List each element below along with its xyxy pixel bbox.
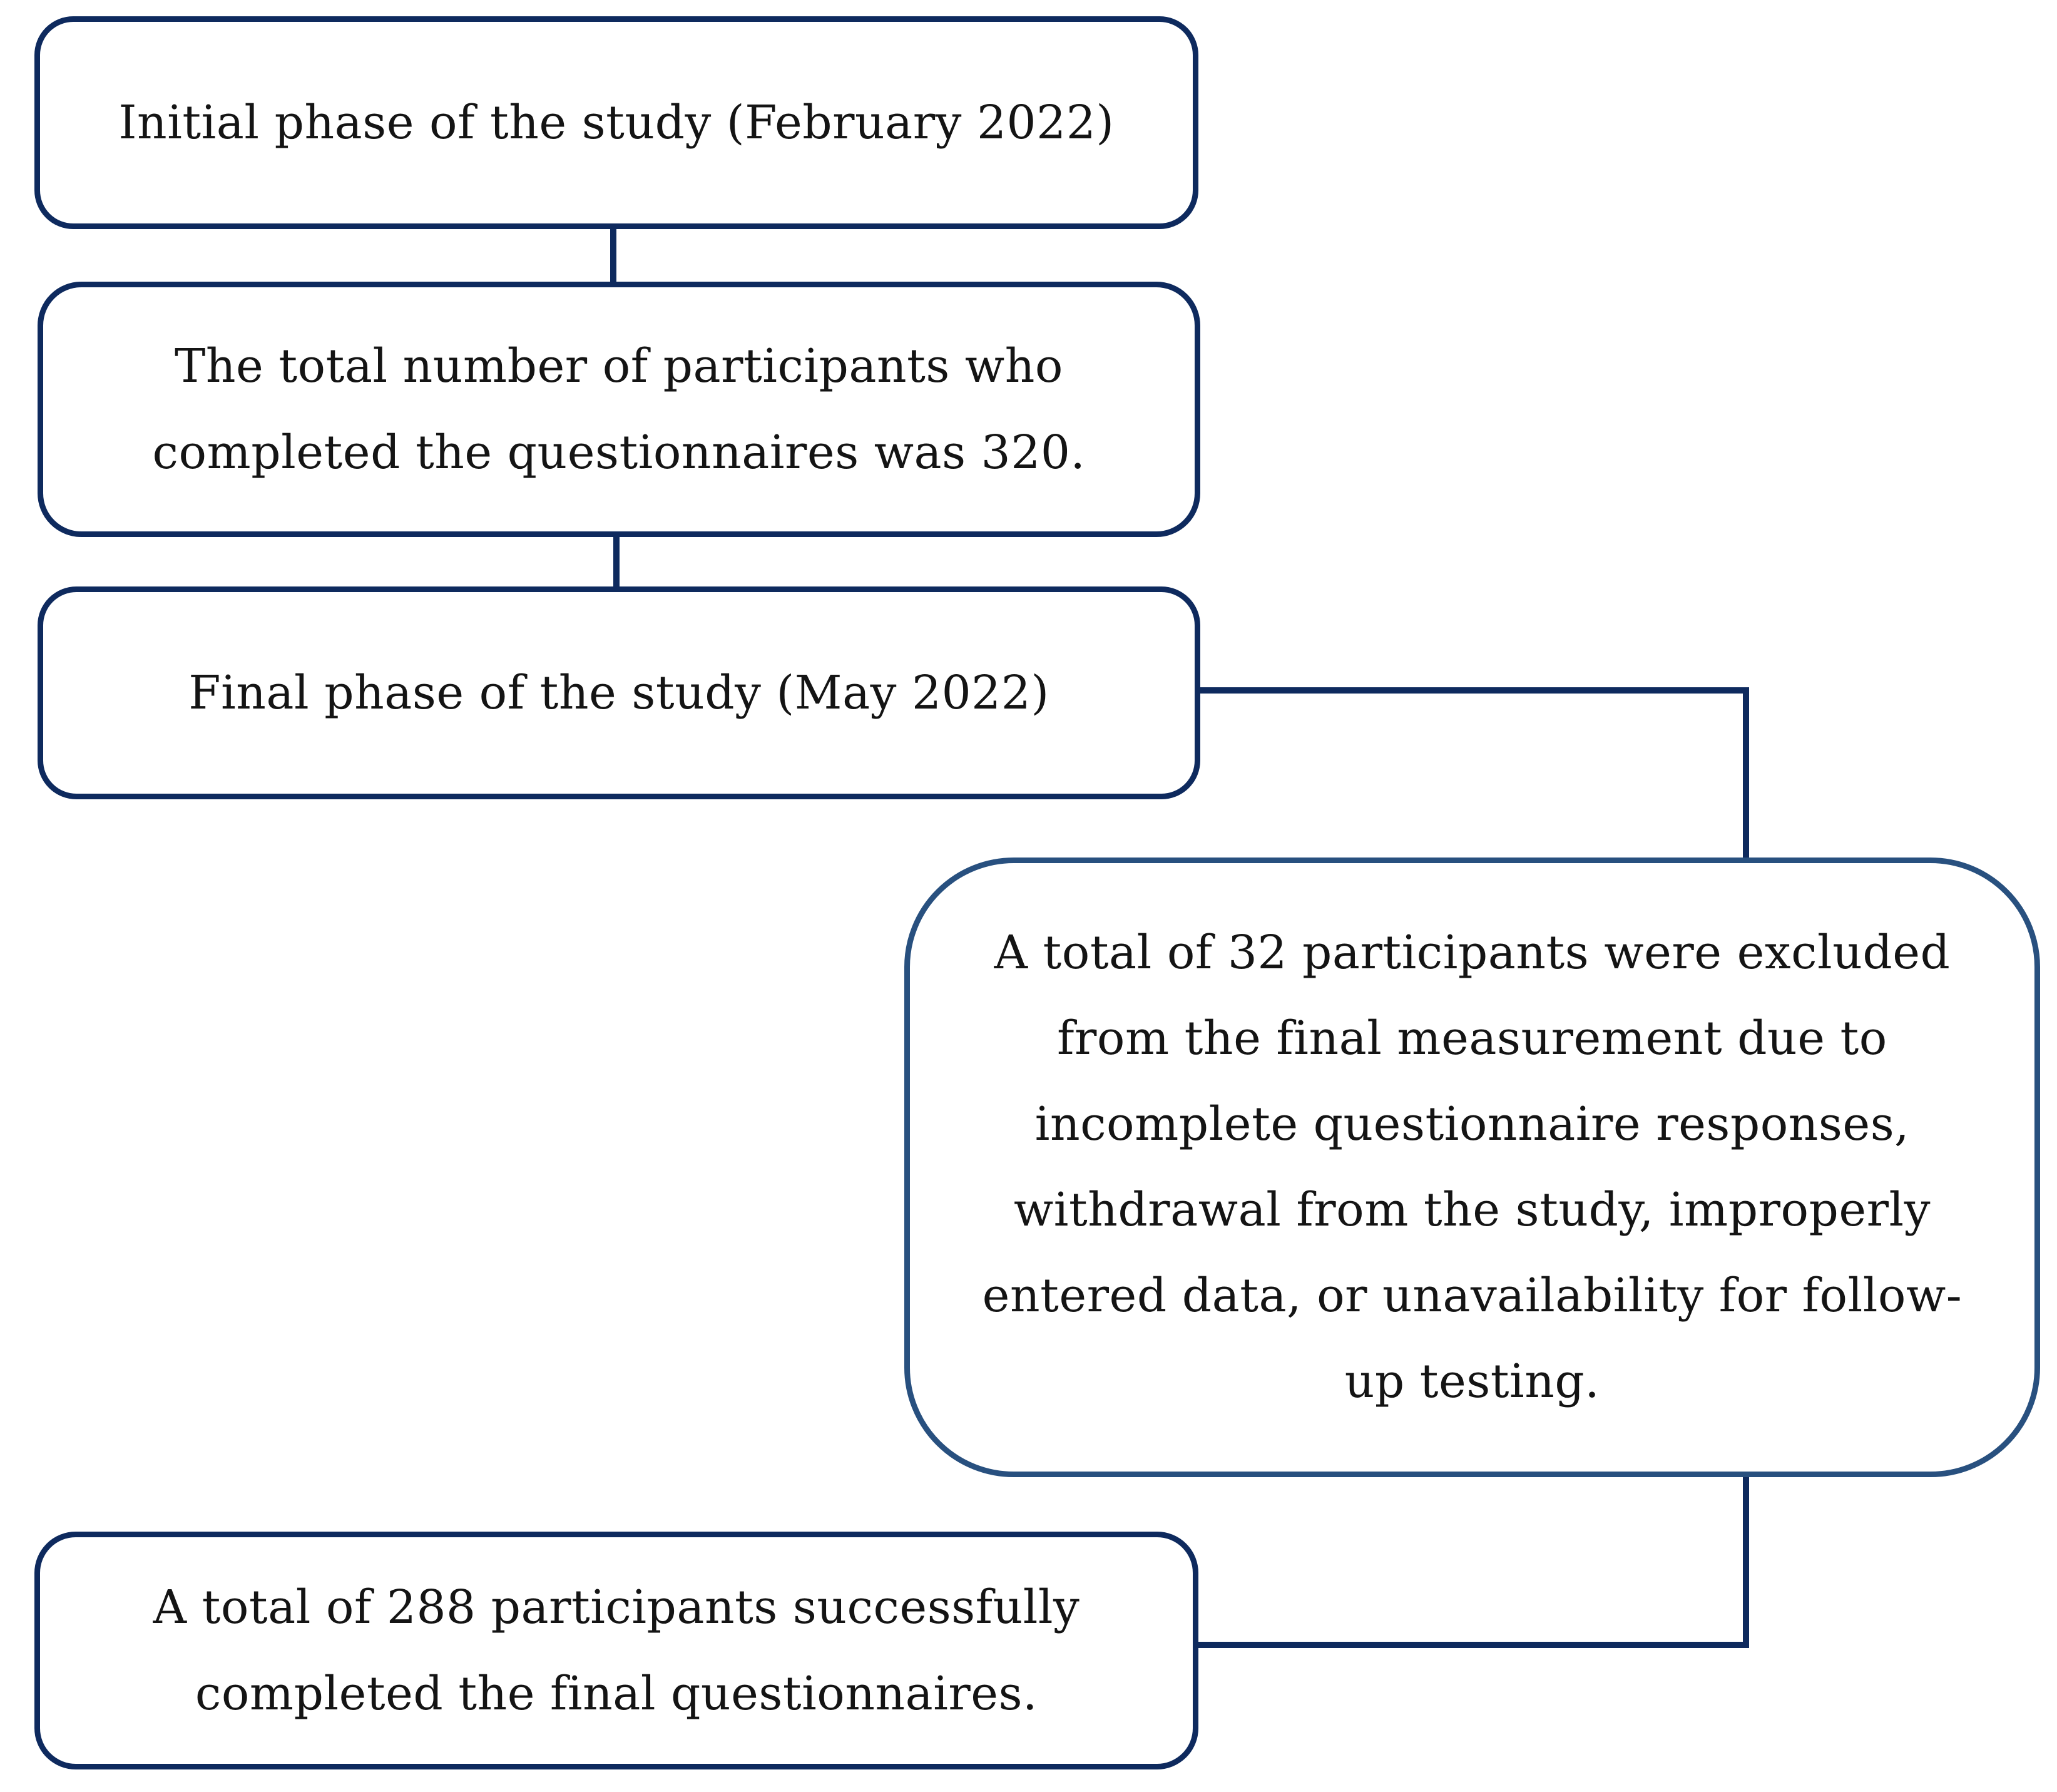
excluded-line: entered data, or unavailability for follow- <box>982 1269 1963 1323</box>
total-participants-box <box>38 282 1200 537</box>
initial-phase-line: Initial phase of the study (February 2022) <box>118 96 1115 150</box>
total-participants-text <box>153 323 1086 496</box>
connector-final-to-excluded <box>1200 690 1746 858</box>
completed-final-text <box>153 1564 1080 1737</box>
excluded-participants-box <box>904 858 2040 1477</box>
excluded-line: up testing. <box>1344 1354 1600 1408</box>
connector-excluded-to-completed <box>1198 1477 1746 1645</box>
excluded-line: from the final measurement due to <box>1057 1011 1887 1065</box>
final-phase-line: Final phase of the study (May 2022) <box>188 666 1049 720</box>
excluded-line: withdrawal from the study, improperly <box>1013 1183 1931 1237</box>
initial-phase-text <box>118 79 1114 166</box>
completed-final-box <box>34 1532 1198 1769</box>
total-participants-line: The total number of participants who <box>174 339 1063 393</box>
completed-final-line: A total of 288 participants successfully <box>153 1580 1080 1634</box>
initial-phase-box <box>34 16 1198 229</box>
excluded-line: incomplete questionnaire responses, <box>1034 1097 1910 1151</box>
final-phase-box <box>38 586 1200 799</box>
excluded-participants-text <box>966 910 1979 1425</box>
total-participants-line: completed the questionnaires was 320. <box>152 426 1086 479</box>
excluded-line: A total of 32 participants were excluded <box>994 926 1951 980</box>
completed-final-line: completed the final questionnaires. <box>195 1667 1038 1721</box>
final-phase-text <box>188 650 1049 736</box>
